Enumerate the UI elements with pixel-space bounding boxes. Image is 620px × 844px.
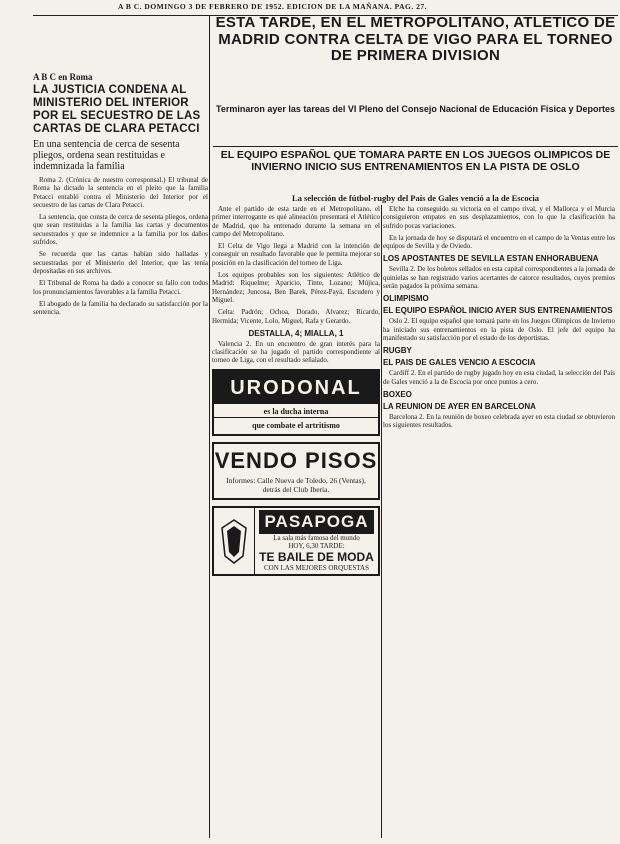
mid-section-paragraph: Valencia 2. En un encuentro de gran interés para la clasificación se ha jugado el partido correspondiente al torneo de Liga, con el resultado señalado. (212, 339, 380, 365)
right-section-paragraph: Sevilla 2. De los boletos sellados en esta capital correspondientes a la jornada de quinielas se han registrado varios acertantes de catorce resultados, cuyos premios serán pagados la próxima semana. (383, 265, 615, 291)
urodonal-line1: es la ducha interna (214, 404, 378, 418)
main-headline: ESTA TARDE, EN EL METROPOLITANO, ATLETICO DE MADRID CONTRA CELTA DE VIGO PARA EL TORNEO DE PRIMERA DIVISION (215, 14, 616, 64)
urodonal-ad (212, 369, 380, 436)
pasapoga-emblem (214, 508, 255, 575)
right-column (383, 205, 615, 840)
right-paragraph: En la jornada de hoy se disputará el encuentro en el campo de la Ventas entre los equipos de Sevilla y de Oviedo. (383, 233, 615, 251)
right-section-paragraph: Oslo 2. El equipo español que tomará parte en los Juegos Olímpicos de Invierno ha iniciado sus entrenamientos en la pista de Oslo. El jefe del equipo ha manifestado su satisfacción por el estado de los deportistas. (383, 317, 615, 342)
pasapoga-line1: La sala más famosa del mundo (273, 533, 360, 542)
column-rule-right (381, 205, 382, 838)
left-column (33, 72, 208, 842)
vendo-text: Informes: Calle Nueva de Toledo, 26 (Ventas), detrás del Club Iberia. (226, 475, 366, 494)
pasapoga-ad (212, 506, 380, 577)
main-subhead: Terminaron ayer las tareas del VI Pleno del Consejo Nacional de Educación Física y Deportes (216, 104, 615, 114)
left-subhead: En una sentencia de cerca de sesenta pliegos, ordena sean restituidas e indemnizada la familia (33, 139, 180, 172)
mid-section-title: DESTALLA, 4; MIALLA, 1 (248, 328, 344, 338)
left-paragraph: El abogado de la familia ha declarado su satisfacción por la sentencia. (33, 299, 208, 317)
pasapoga-content (255, 508, 378, 575)
vendo-title: VENDO PISOS (214, 447, 378, 473)
pasapoga-line2: HOY, 6,30 TARDE: (288, 542, 345, 551)
left-paragraph: El Tribunal de Roma ha dado a conocer su fallo con todos los pronunciamientos favorables a la familia Petacci. (33, 279, 208, 296)
mid-paragraph: El Celta de Vigo llega a Madrid con la intención de conseguir un resultado favorable que le permita mejorar su posición en la clasificación del torneo de Liga. (212, 242, 380, 267)
middle-column (212, 205, 380, 840)
vendo-pisos-ad (212, 442, 380, 500)
pasapoga-brand: PASAPOGA (259, 510, 374, 534)
left-kicker: A B C en Roma (33, 72, 93, 82)
headline-rule (213, 146, 618, 147)
mid-paragraph: Los equipos probables son los siguientes: Atlético de Madrid: Riquelme; Aparicio, Tinte, Lozano; Mújica, Hernández; Juncosa, Ben Barek, Pérez-Payá, Escudero y Miguel. (212, 271, 380, 304)
urodonal-line2: que combate el artritismo (252, 420, 340, 430)
left-paragraph: La sentencia, que consta de cerca de sesenta pliegos, ordena que sean restituidas a la familia las cartas y documentos secuestrados y que se indemnice a la familia por los daños sufridos. (33, 213, 208, 247)
right-paragraph: Elche ha conseguido su victoria en el campo rival, y el Mallorca y el Murcia consiguieron empates en sus desplazamientos, con lo que la clasificación ha sufrido pocas variaciones. (383, 205, 615, 230)
right-section-title: LOS APOSTANTES DE SEVILLA ESTAN ENHORABUENA (383, 254, 599, 264)
mid-paragraph: Ante el partido de esta tarde en el Metropolitano, el primer interrogante es qué alineación presentará el Atlético de Madrid, que ha entrenado durante la semana en el campo del Metropolitano. (212, 205, 380, 238)
story-deck: La selección de fútbol-rugby del País de Gales venció a la de Escocia (292, 193, 539, 203)
right-section-paragraph: Cardiff 2. En el partido de rugby jugado hoy en esta ciudad, la selección del País de Gales venció a la de Escocia por once puntos a cero. (383, 369, 615, 386)
left-paragraph: Se recuerda que las cartas habían sido halladas y secuestradas por el Ministerio del Interior, que las tenía depositadas en sus archivos. (33, 250, 208, 275)
mid-paragraph: Celta: Padrón; Ochoa, Dorado, Alvarez; Ricardo, Hermida; Vicente, Lolo, Miguel, Rafa y Gerardo. (212, 308, 380, 325)
right-section-title: OLIMPISMO (383, 294, 429, 304)
right-section-paragraph: Barcelona 2. En la reunión de boxeo celebrada ayer en esta ciudad se obtuvieron los siguientes resultados. (383, 412, 615, 430)
page-header: A B C. DOMINGO 3 DE FEBRERO DE 1952. EDICION DE LA MAÑANA. PAG. 27. (118, 2, 428, 11)
crest-icon (219, 516, 249, 566)
pasapoga-line3: TE BAILE DE MODA (259, 549, 374, 564)
right-section-title: LA REUNION DE AYER EN BARCELONA (383, 401, 536, 411)
story-headline: EL EQUIPO ESPAÑOL QUE TOMARA PARTE EN LOS JUEGOS OLIMPICOS DE INVIERNO INICIO SUS ENTRENAMIENTOS EN LA PISTA DE OSLO (220, 149, 611, 173)
right-section-title: EL PAIS DE GALES VENCIO A ESCOCIA (383, 358, 536, 368)
right-section-title: BOXEO (383, 389, 412, 399)
right-section-title: EL EQUIPO ESPAÑOL INICIO AYER SUS ENTRENAMIENTOS (383, 306, 613, 316)
left-paragraph: Roma 2. (Crónica de nuestro corresponsal.) El tribunal de Roma ha dictado la sentencia en el pleito que la familia Petacci entabló contra el Ministerio del Interior por el secuestro de las cartas de Clara Petacci. (33, 176, 208, 209)
pasapoga-line4: CON LAS MEJORES ORQUESTAS (263, 563, 370, 572)
urodonal-brand: URODONAL (214, 371, 378, 404)
right-section-title: RUGBY (383, 346, 412, 356)
left-headline: LA JUSTICIA CONDENA AL MINISTERIO DEL INTERIOR POR EL SECUESTRO DE LAS CARTAS DE CLARA PETACCI (33, 84, 201, 135)
column-rule-left (209, 16, 210, 838)
